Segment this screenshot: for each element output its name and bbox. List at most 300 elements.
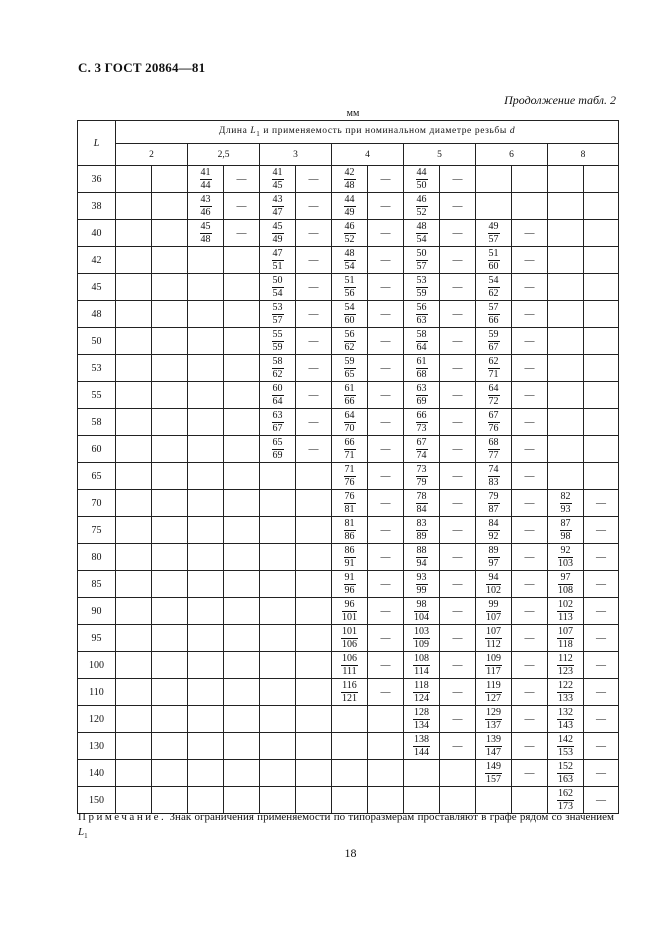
fraction-numerator: 73 xyxy=(416,463,427,475)
l1-cell xyxy=(332,274,368,301)
fraction-numerator: 56 xyxy=(344,328,355,340)
span-header-var: L xyxy=(250,126,257,137)
applicability-cell xyxy=(512,490,548,517)
applicability-cell xyxy=(368,625,404,652)
fraction-denominator: 98 xyxy=(560,530,571,542)
fraction-numerator: 91 xyxy=(344,571,355,583)
fraction-numerator: 86 xyxy=(344,544,355,556)
l1-fraction xyxy=(413,627,430,650)
fraction-numerator: 46 xyxy=(416,193,427,205)
l1-cell xyxy=(260,598,296,625)
l1-cell xyxy=(116,301,152,328)
applicability-cell xyxy=(368,760,404,787)
fraction-numerator: 44 xyxy=(416,166,427,178)
fraction-numerator: 49 xyxy=(488,220,499,232)
applicability-cell xyxy=(440,193,476,220)
l1-cell xyxy=(260,652,296,679)
l1-cell xyxy=(332,733,368,760)
l1-fraction xyxy=(416,168,428,191)
applicability-cell xyxy=(152,220,188,247)
length-cell: 45 xyxy=(78,274,116,301)
l1-cell xyxy=(548,598,584,625)
fraction-numerator: 76 xyxy=(344,490,355,502)
l1-cell xyxy=(260,625,296,652)
applicability-cell xyxy=(224,274,260,301)
l1-cell xyxy=(116,274,152,301)
fraction-numerator: 61 xyxy=(416,355,427,367)
dash-mark: — xyxy=(380,659,391,671)
fraction-denominator: 59 xyxy=(416,287,427,299)
l1-fraction xyxy=(557,735,574,758)
l1-cell xyxy=(116,247,152,274)
l1-cell xyxy=(116,544,152,571)
l1-cell xyxy=(404,760,440,787)
dash-mark: — xyxy=(308,254,319,266)
fraction-numerator: 93 xyxy=(416,571,427,583)
applicability-cell xyxy=(368,490,404,517)
applicability-cell xyxy=(152,733,188,760)
l1-fraction xyxy=(344,303,356,326)
l1-cell xyxy=(260,382,296,409)
note xyxy=(78,810,614,844)
dash-mark: — xyxy=(524,497,535,509)
fraction-numerator: 83 xyxy=(416,517,427,529)
dash-mark: — xyxy=(524,443,535,455)
applicability-cell xyxy=(152,274,188,301)
fraction-numerator: 116 xyxy=(342,679,357,691)
fraction-denominator: 147 xyxy=(486,746,501,758)
l1-cell xyxy=(260,571,296,598)
fraction-denominator: 67 xyxy=(488,341,499,353)
applicability-cell xyxy=(368,274,404,301)
l1-cell xyxy=(548,247,584,274)
dash-mark: — xyxy=(596,659,606,671)
l1-cell xyxy=(404,706,440,733)
fraction-numerator: 71 xyxy=(344,463,355,475)
l1-cell xyxy=(116,463,152,490)
applicability-cell xyxy=(368,193,404,220)
span-header-sub: 1 xyxy=(256,129,261,138)
fraction-numerator: 67 xyxy=(416,436,427,448)
dash-mark: — xyxy=(308,173,319,185)
table-row xyxy=(78,760,619,787)
dash-mark: — xyxy=(308,227,319,239)
fraction-denominator: 117 xyxy=(486,665,501,677)
dash-mark: — xyxy=(380,416,391,428)
applicability-cell xyxy=(512,706,548,733)
l1-cell xyxy=(548,652,584,679)
table-row xyxy=(78,625,619,652)
fraction-numerator: 103 xyxy=(414,625,429,637)
length-cell: 36 xyxy=(78,166,116,193)
l1-cell xyxy=(188,706,224,733)
fraction-numerator: 45 xyxy=(272,220,283,232)
table-row xyxy=(78,328,619,355)
l1-fraction xyxy=(272,276,284,299)
fraction-numerator: 44 xyxy=(344,193,355,205)
dash-mark: — xyxy=(380,389,391,401)
l1-cell xyxy=(404,679,440,706)
applicability-cell xyxy=(584,652,619,679)
applicability-cell xyxy=(512,544,548,571)
fraction-denominator: 112 xyxy=(486,638,501,650)
l1-fraction xyxy=(344,384,356,407)
dash-mark: — xyxy=(452,335,463,347)
applicability-cell xyxy=(512,733,548,760)
dash-mark: — xyxy=(452,605,463,617)
l1-fraction xyxy=(200,195,212,218)
applicability-cell xyxy=(584,301,619,328)
l1-cell xyxy=(260,193,296,220)
fraction-numerator: 64 xyxy=(344,409,355,421)
dash-mark: — xyxy=(380,227,391,239)
page-number: 18 xyxy=(344,846,357,860)
fraction-numerator: 63 xyxy=(272,409,283,421)
l1-cell xyxy=(188,571,224,598)
l1-cell xyxy=(260,301,296,328)
l1-cell xyxy=(332,301,368,328)
applicability-cell xyxy=(440,706,476,733)
applicability-cell xyxy=(368,571,404,598)
l1-fraction xyxy=(342,600,357,623)
table-row xyxy=(78,571,619,598)
applicability-cell xyxy=(296,517,332,544)
l1-cell xyxy=(476,247,512,274)
length-cell: 110 xyxy=(78,679,116,706)
applicability-cell xyxy=(440,679,476,706)
fraction-denominator: 113 xyxy=(558,611,573,623)
l1-cell xyxy=(116,355,152,382)
applicability-cell xyxy=(584,517,619,544)
l1-cell xyxy=(260,463,296,490)
fraction-denominator: 111 xyxy=(342,665,357,677)
dash-mark: — xyxy=(524,659,535,671)
l1-fraction xyxy=(416,546,428,569)
dash-mark: — xyxy=(236,227,247,239)
l1-fraction xyxy=(486,573,501,596)
l1-cell xyxy=(476,463,512,490)
applicability-cell xyxy=(440,625,476,652)
applicability-cell xyxy=(224,517,260,544)
applicability-cell xyxy=(512,652,548,679)
applicability-cell xyxy=(296,490,332,517)
applicability-cell xyxy=(512,247,548,274)
dash-mark: — xyxy=(524,578,535,590)
l1-cell xyxy=(404,544,440,571)
l1-fraction xyxy=(488,276,500,299)
fraction-denominator: 57 xyxy=(416,260,427,272)
l1-cell xyxy=(188,733,224,760)
dash-mark: — xyxy=(452,578,463,590)
dash-mark: — xyxy=(452,443,463,455)
l1-fraction xyxy=(416,465,428,488)
l1-cell xyxy=(404,463,440,490)
applicability-cell xyxy=(296,733,332,760)
applicability-cell xyxy=(368,436,404,463)
applicability-cell xyxy=(440,301,476,328)
applicability-cell xyxy=(440,517,476,544)
l1-cell xyxy=(116,625,152,652)
fraction-numerator: 62 xyxy=(488,355,499,367)
applicability-cell xyxy=(584,706,619,733)
applicability-cell xyxy=(512,220,548,247)
l1-cell xyxy=(332,355,368,382)
fraction-denominator: 83 xyxy=(488,476,499,488)
l1-cell xyxy=(332,544,368,571)
l1-fraction xyxy=(344,438,356,461)
dash-mark: — xyxy=(524,524,535,536)
l1-cell xyxy=(476,274,512,301)
l1-cell xyxy=(548,409,584,436)
fraction-denominator: 45 xyxy=(272,179,283,191)
applicability-cell xyxy=(152,544,188,571)
fraction-denominator: 102 xyxy=(486,584,501,596)
l1-fraction xyxy=(488,303,500,326)
fraction-denominator: 60 xyxy=(344,314,355,326)
dash-mark: — xyxy=(452,470,463,482)
l1-fraction xyxy=(488,411,500,434)
fraction-denominator: 71 xyxy=(344,449,355,461)
applicability-cell xyxy=(512,436,548,463)
table-row xyxy=(78,247,619,274)
fraction-denominator: 157 xyxy=(486,773,501,785)
l1-fraction xyxy=(485,654,502,677)
table-row xyxy=(78,301,619,328)
dash-mark: — xyxy=(524,389,535,401)
l1-fraction xyxy=(416,303,428,326)
dash-mark: — xyxy=(452,389,463,401)
fraction-numerator: 102 xyxy=(558,598,573,610)
l1-cell xyxy=(548,436,584,463)
l1-fraction xyxy=(560,519,572,542)
l1-fraction xyxy=(200,168,212,191)
l1-cell xyxy=(260,544,296,571)
l1-cell xyxy=(332,328,368,355)
applicability-cell xyxy=(368,733,404,760)
fraction-denominator: 163 xyxy=(558,773,573,785)
fraction-numerator: 60 xyxy=(272,382,283,394)
applicability-cell xyxy=(440,544,476,571)
fraction-denominator: 108 xyxy=(558,584,573,596)
diameter-header: 2 xyxy=(116,144,188,166)
applicability-cell xyxy=(512,517,548,544)
length-cell: 150 xyxy=(78,787,116,814)
applicability-cell xyxy=(440,733,476,760)
length-cell: 130 xyxy=(78,733,116,760)
fraction-denominator: 121 xyxy=(341,692,357,704)
fraction-denominator: 51 xyxy=(272,260,283,272)
fraction-denominator: 124 xyxy=(413,692,429,704)
l1-cell xyxy=(476,409,512,436)
applicability-cell xyxy=(368,598,404,625)
applicability-cell xyxy=(152,247,188,274)
fraction-denominator: 79 xyxy=(416,476,427,488)
fraction-denominator: 71 xyxy=(488,368,499,380)
l1-cell xyxy=(116,733,152,760)
applicability-cell xyxy=(584,274,619,301)
l1-cell xyxy=(332,571,368,598)
fraction-numerator: 132 xyxy=(558,706,573,718)
l1-cell xyxy=(476,598,512,625)
note-label: Примечание. xyxy=(78,811,167,823)
applicability-cell xyxy=(152,166,188,193)
fraction-denominator: 52 xyxy=(344,233,355,245)
fraction-denominator: 84 xyxy=(416,503,427,515)
fraction-numerator: 142 xyxy=(558,733,573,745)
l1-fraction xyxy=(416,384,428,407)
l1-cell xyxy=(404,274,440,301)
l1-cell xyxy=(116,652,152,679)
l1-cell xyxy=(260,247,296,274)
table-row xyxy=(78,490,619,517)
dash-mark: — xyxy=(452,551,463,563)
fraction-denominator: 99 xyxy=(416,584,427,596)
l1-cell xyxy=(260,355,296,382)
table-row xyxy=(78,517,619,544)
l1-fraction xyxy=(557,762,574,785)
fraction-numerator: 96 xyxy=(342,600,357,612)
dash-mark: — xyxy=(452,713,463,725)
applicability-cell xyxy=(368,679,404,706)
l1-cell xyxy=(332,598,368,625)
fraction-numerator: 162 xyxy=(558,787,573,799)
applicability-cell xyxy=(296,544,332,571)
diameter-header: 4 xyxy=(332,144,404,166)
l1-fraction xyxy=(272,222,284,245)
fraction-denominator: 94 xyxy=(416,557,427,569)
l1-cell xyxy=(404,328,440,355)
applicability-cell xyxy=(584,328,619,355)
l1-fraction xyxy=(344,249,356,272)
fraction-denominator: 76 xyxy=(344,476,355,488)
l1-fraction xyxy=(560,492,572,515)
l1-cell xyxy=(404,490,440,517)
l1-fraction xyxy=(416,573,428,596)
dash-mark: — xyxy=(380,200,391,212)
applicability-cell xyxy=(152,652,188,679)
fraction-denominator: 76 xyxy=(488,422,499,434)
fraction-denominator: 67 xyxy=(272,422,283,434)
l1-cell xyxy=(260,760,296,787)
applicability-cell xyxy=(584,193,619,220)
table-row xyxy=(78,652,619,679)
l1-fraction xyxy=(557,681,574,704)
applicability-cell xyxy=(584,490,619,517)
fraction-numerator: 58 xyxy=(416,328,427,340)
l1-fraction xyxy=(485,627,502,650)
diameter-header: 8 xyxy=(548,144,619,166)
table-row xyxy=(78,544,619,571)
note-var: L xyxy=(78,826,85,838)
l1-fraction xyxy=(341,654,358,677)
l1-cell xyxy=(476,301,512,328)
l1-fraction xyxy=(272,195,284,218)
l1-cell xyxy=(404,301,440,328)
fraction-numerator: 94 xyxy=(486,573,501,585)
length-cell: 58 xyxy=(78,409,116,436)
l1-cell xyxy=(332,760,368,787)
fraction-numerator: 112 xyxy=(558,652,573,664)
fraction-numerator: 66 xyxy=(344,436,355,448)
fraction-denominator: 77 xyxy=(488,449,499,461)
l1-fraction xyxy=(272,357,284,380)
length-cell: 80 xyxy=(78,544,116,571)
applicability-cell xyxy=(296,625,332,652)
l1-fraction xyxy=(344,195,356,218)
fraction-numerator: 45 xyxy=(200,220,211,232)
l1-cell xyxy=(548,193,584,220)
fraction-denominator: 101 xyxy=(342,611,357,623)
fraction-numerator: 128 xyxy=(414,706,429,718)
table-row xyxy=(78,463,619,490)
dash-mark: — xyxy=(380,524,391,536)
fraction-denominator: 81 xyxy=(344,503,355,515)
diameter-header: 3 xyxy=(260,144,332,166)
fraction-denominator: 49 xyxy=(344,206,355,218)
l1-cell xyxy=(116,220,152,247)
applicability-cell xyxy=(368,517,404,544)
l1-cell xyxy=(548,166,584,193)
l1-cell xyxy=(332,679,368,706)
fraction-numerator: 47 xyxy=(272,247,283,259)
diameter-header: 2,5 xyxy=(188,144,260,166)
fraction-numerator: 55 xyxy=(272,328,283,340)
fraction-denominator: 91 xyxy=(344,557,355,569)
l1-cell xyxy=(548,571,584,598)
applicability-cell xyxy=(440,490,476,517)
fraction-denominator: 70 xyxy=(344,422,355,434)
table-row xyxy=(78,409,619,436)
fraction-numerator: 51 xyxy=(344,274,355,286)
table-row xyxy=(78,598,619,625)
applicability-cell xyxy=(224,328,260,355)
l1-fraction xyxy=(341,681,358,704)
applicability-cell xyxy=(152,193,188,220)
l1-fraction xyxy=(416,276,428,299)
l1-fraction xyxy=(486,600,501,623)
applicability-cell xyxy=(584,220,619,247)
l1-fraction xyxy=(416,222,428,245)
applicability-cell xyxy=(296,706,332,733)
fraction-numerator: 66 xyxy=(416,409,427,421)
fraction-numerator: 43 xyxy=(272,193,283,205)
dash-mark: — xyxy=(452,200,463,212)
length-cell: 48 xyxy=(78,301,116,328)
l1-cell xyxy=(548,355,584,382)
dash-mark: — xyxy=(380,497,391,509)
table-row xyxy=(78,274,619,301)
applicability-cell xyxy=(152,679,188,706)
fraction-denominator: 133 xyxy=(558,692,573,704)
dash-mark: — xyxy=(596,794,606,806)
l1-cell xyxy=(476,679,512,706)
fraction-numerator: 89 xyxy=(488,544,499,556)
dash-mark: — xyxy=(452,173,463,185)
l1-fraction xyxy=(488,330,500,353)
l1-fraction xyxy=(557,708,574,731)
fraction-denominator: 54 xyxy=(272,287,283,299)
applicability-cell xyxy=(224,355,260,382)
l1-cell xyxy=(188,679,224,706)
applicability-cell xyxy=(440,247,476,274)
l1-fraction xyxy=(413,681,430,704)
applicability-cell xyxy=(440,652,476,679)
applicability-cell xyxy=(440,220,476,247)
dash-mark: — xyxy=(524,416,535,428)
applicability-cell xyxy=(368,544,404,571)
applicability-cell xyxy=(296,328,332,355)
applicability-cell xyxy=(512,679,548,706)
